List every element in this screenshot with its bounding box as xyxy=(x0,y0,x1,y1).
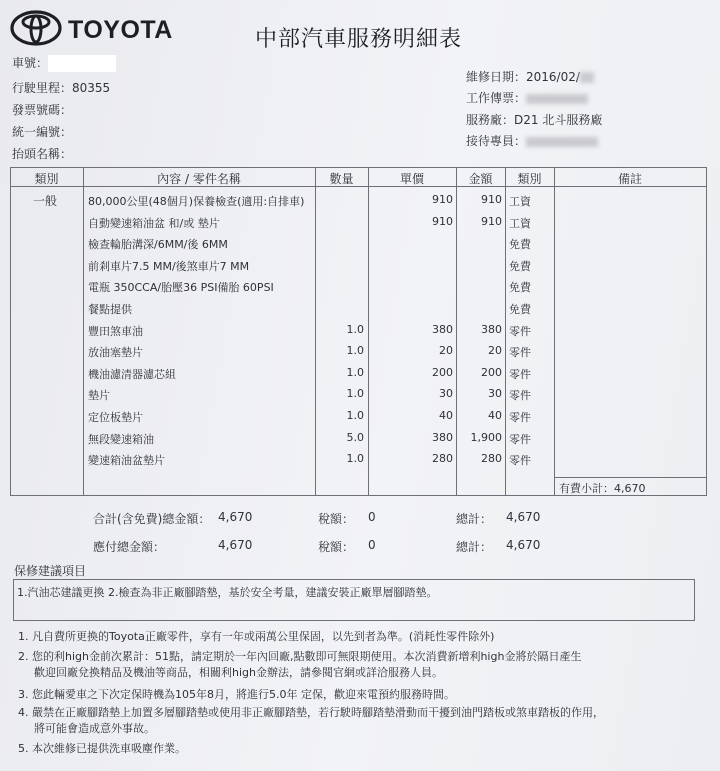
cell-type: 零件 xyxy=(509,389,531,403)
field-tax-id: 統一編號： xyxy=(12,125,73,139)
toyota-logo xyxy=(10,10,180,48)
cell-amount: 380 xyxy=(481,322,502,336)
cell-type: 工資 xyxy=(509,216,531,230)
field-label: 維修日期： xyxy=(466,70,527,84)
cell-name: 變速箱油盆墊片 xyxy=(88,454,165,468)
field-plate xyxy=(12,54,116,72)
cell-qty: 1.0 xyxy=(346,409,364,422)
field-mileage xyxy=(12,79,110,96)
cell-qty: 1.0 xyxy=(346,452,364,466)
cell-price: 910 xyxy=(432,193,453,206)
cell-type: 免費 xyxy=(509,259,531,273)
cell-qty: 1.0 xyxy=(346,344,364,358)
note-points-continued: 歡迎回廠兌換精品及機油等商品，相關利high金辦法，請參閱官網或詳洽服務人員。 xyxy=(34,666,443,679)
recommendation-text: 1.汽油芯建議更換 2.檢查為非正廠腳踏墊，基於安全考量，建議安裝正廠單層腳踏墊。 xyxy=(17,586,438,599)
grand-total-label: 總計： xyxy=(456,540,493,554)
field-value: D21 北斗服務廠 xyxy=(514,113,603,127)
redacted-value xyxy=(580,72,594,83)
tax-value: 0 xyxy=(368,538,376,552)
total-incl-free-value: 4,670 xyxy=(218,510,253,524)
cell-type: 免費 xyxy=(509,281,531,295)
cell-name: 墊片 xyxy=(88,389,110,403)
cell-amount: 910 xyxy=(481,214,502,228)
cell-amount: 200 xyxy=(481,365,502,379)
cell-qty: 1.0 xyxy=(346,322,364,336)
total-incl-free-label: 合計(含免費)總金額： xyxy=(93,512,211,526)
note-points: 2. 您的利high金前次累計：51點，請定期於一年內回廠,點數即可無限期使用。本次消費新增利high金將於隔日產生 xyxy=(18,650,582,663)
field-label: 工作傳票： xyxy=(466,91,527,105)
field-receptionist xyxy=(466,132,598,149)
cell-price: 30 xyxy=(439,387,453,401)
field-label: 行駛里程： xyxy=(12,81,73,95)
note-floor-mat-continued: 將可能會造成意外事故。 xyxy=(34,722,155,735)
grand-total-label: 總計： xyxy=(456,512,493,526)
redacted-value xyxy=(48,55,116,72)
toyota-emblem-icon xyxy=(10,10,62,46)
column-header-unit-price: 單價 xyxy=(399,172,424,186)
cell-name: 定位板墊片 xyxy=(88,411,143,424)
field-value: 80355 xyxy=(72,81,111,95)
cell-qty: 1.0 xyxy=(346,387,364,401)
note-warranty: 1. 凡自費所更換的Toyota正廠零件，享有一年或兩萬公里保固，以先到者為準。(消耗性零件除外) xyxy=(18,630,495,643)
amount-payable-value: 4,670 xyxy=(218,538,253,552)
cell-type: 免費 xyxy=(509,303,531,316)
document-title: 中部汽車服務明細表 xyxy=(255,27,463,52)
field-label: 接待專員： xyxy=(466,134,527,148)
cell-name: 豐田煞車油 xyxy=(88,324,143,338)
cell-name: 80,000公里(48個月)保養檢查(適用:自排車) xyxy=(88,195,305,208)
note-next-maintenance: 3. 您此輛愛車之下次定保時機為105年8月，將進行5.0年 定保，歡迎來電預約服務時間。 xyxy=(18,688,455,701)
cell-amount: 910 xyxy=(481,193,502,206)
redacted-value xyxy=(526,137,598,147)
cell-price: 380 xyxy=(432,430,453,444)
column-header-amount: 金額 xyxy=(468,172,493,186)
cell-amount: 30 xyxy=(488,387,502,401)
amount-payable-label: 應付總金額： xyxy=(93,540,166,554)
field-service-date xyxy=(466,68,594,85)
cell-type: 零件 xyxy=(509,454,531,468)
field-service-center xyxy=(466,111,602,128)
column-header-category: 類別 xyxy=(34,172,59,186)
field-work-order xyxy=(466,89,588,106)
tax-label: 稅額： xyxy=(318,512,355,526)
cell-amount: 40 xyxy=(488,409,502,422)
cell-amount: 1,900 xyxy=(470,430,502,444)
field-invoice-number: 發票號碼： xyxy=(12,103,73,117)
cell-type: 零件 xyxy=(509,367,531,381)
recommendation-title: 保修建議項目 xyxy=(14,564,87,578)
cell-type: 免費 xyxy=(509,238,531,252)
column-header-quantity: 數量 xyxy=(329,172,354,186)
paid-subtotal: 有費小計：4,670 xyxy=(559,482,646,495)
cell-name: 餐點提供 xyxy=(88,303,132,316)
note-car-wash: 5. 本次維修已提供洗車吸塵作業。 xyxy=(18,742,186,755)
cell-price: 380 xyxy=(432,322,453,336)
tax-label: 稅額： xyxy=(318,540,355,554)
cell-amount: 20 xyxy=(488,344,502,358)
cell-price: 20 xyxy=(439,344,453,358)
column-header-type: 類別 xyxy=(517,172,542,186)
cell-type: 零件 xyxy=(509,432,531,446)
tax-value: 0 xyxy=(368,510,376,524)
field-label: 服務廠： xyxy=(466,113,515,127)
cell-name: 機油濾清器濾芯組 xyxy=(88,367,176,381)
cell-price: 280 xyxy=(432,452,453,466)
grand-total-value: 4,670 xyxy=(506,510,541,524)
field-value: 2016/02/ xyxy=(526,70,580,84)
column-header-item-name: 內容 / 零件名稱 xyxy=(157,172,241,186)
cell-type: 零件 xyxy=(509,411,531,424)
brand-name: TOYOTA xyxy=(68,16,173,44)
cell-type: 零件 xyxy=(509,324,531,338)
field-company-name: 抬頭名稱： xyxy=(12,147,73,161)
cell-price: 200 xyxy=(432,365,453,379)
cell-price: 40 xyxy=(439,409,453,422)
cell-name: 前剎車片7.5 MM/後煞車片7 MM xyxy=(88,259,250,273)
row-category-label: 一般 xyxy=(33,194,58,208)
cell-amount: 280 xyxy=(481,452,502,466)
cell-type: 工資 xyxy=(509,195,531,208)
cell-name: 無段變速箱油 xyxy=(88,432,154,446)
cell-name: 自動變速箱油盆 和/或 墊片 xyxy=(88,216,220,230)
cell-type: 零件 xyxy=(509,346,531,360)
note-floor-mat-warning: 4. 嚴禁在正廠腳踏墊上加置多層腳踏墊或使用非正廠腳踏墊，若行駛時腳踏墊滑動而干擾到油門踏板或煞車踏板的作用， xyxy=(18,706,604,719)
cell-name: 放油塞墊片 xyxy=(88,346,143,360)
cell-name: 電瓶 350CCA/胎壓36 PSI備胎 60PSI xyxy=(88,281,274,295)
cell-qty: 5.0 xyxy=(346,430,364,444)
column-header-remarks: 備註 xyxy=(617,172,642,186)
cell-name: 檢查輪胎溝深/6MM/後 6MM xyxy=(88,238,228,252)
cell-qty: 1.0 xyxy=(346,365,364,379)
redacted-value xyxy=(526,94,588,104)
field-label: 車號： xyxy=(12,56,49,70)
grand-total-value: 4,670 xyxy=(506,538,541,552)
cell-price: 910 xyxy=(432,214,453,228)
